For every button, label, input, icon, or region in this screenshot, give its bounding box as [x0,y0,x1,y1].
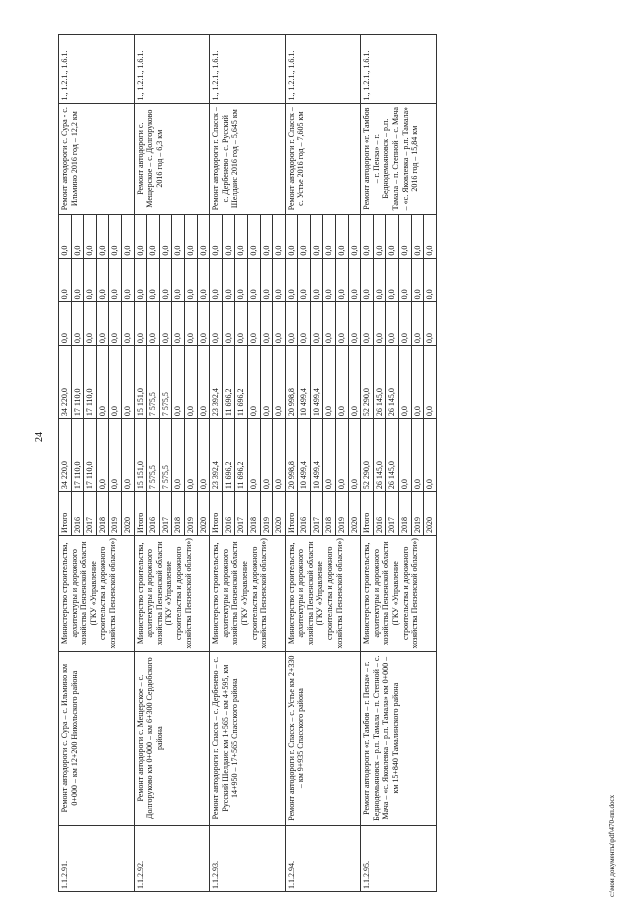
fund-cell: 0,0 [399,302,412,346]
year-cell: 2020 [424,492,437,536]
fund-cell: 0,0 [210,214,223,258]
budget-cell: 0,0 [399,346,412,419]
total-cell: 15 151,0 [134,419,147,492]
fund-cell: 0,0 [172,302,185,346]
fund-cell: 0,0 [386,214,399,258]
budget-cell: 0,0 [336,346,349,419]
fund-cell: 0,0 [336,302,349,346]
budget-cell: 11 696,2 [222,346,235,419]
fund-cell: 0,0 [260,214,273,258]
fund-cell: 0,0 [348,302,361,346]
year-cell: 2018 [247,492,260,536]
fund-cell: 0,0 [59,258,72,302]
year-cell: 2016 [147,492,160,536]
fund-cell: 0,0 [399,258,412,302]
table-row [285,35,298,892]
year-cell: 2020 [348,492,361,536]
fund-cell: 0,0 [210,302,223,346]
year-cell: 2016 [71,492,84,536]
indicator-codes: 1., 1.2.1., 1.6.1. [59,35,135,104]
fund-cell: 0,0 [323,258,336,302]
page-number: 24 [34,432,45,442]
total-cell: 11 696,2 [222,419,235,492]
executor: Министерство строительства, архитектуры и дорожного хозяйства Пензенской области (ГКУ «Управление строительства и дорожного хозяйства Пензенской области») [210,535,286,651]
year-cell: 2020 [273,492,286,536]
fund-cell: 0,0 [336,258,349,302]
fund-cell: 0,0 [361,302,374,346]
footer-path: c:\мои документы\pdf\470-пп.docx [608,794,616,897]
measure-number: 1.1.2.92. [134,825,210,891]
total-cell: 0,0 [336,419,349,492]
budget-cell: 0,0 [273,346,286,419]
indicator-codes: 1., 1.2.1., 1.6.1. [134,35,210,104]
total-cell: 0,0 [273,419,286,492]
budget-cell: 0,0 [96,346,109,419]
fund-cell: 0,0 [84,214,97,258]
total-cell: 11 696,2 [235,419,248,492]
fund-cell: 0,0 [424,258,437,302]
fund-cell: 0,0 [159,258,172,302]
fund-cell: 0,0 [109,258,122,302]
fund-cell: 0,0 [235,302,248,346]
total-cell: 7 575,5 [147,419,160,492]
fund-cell: 0,0 [184,258,197,302]
fund-cell: 0,0 [310,302,323,346]
fund-cell: 0,0 [310,214,323,258]
fund-cell: 0,0 [285,214,298,258]
fund-cell: 0,0 [323,302,336,346]
fund-cell: 0,0 [399,214,412,258]
budget-cell: 10 499,4 [310,346,323,419]
fund-cell: 0,0 [121,302,134,346]
fund-cell: 0,0 [247,302,260,346]
measure-number: 1.1.2.93. [210,825,286,891]
budget-cell: 11 696,2 [235,346,248,419]
year-cell: 2016 [222,492,235,536]
budget-cell: 0,0 [260,346,273,419]
expected-result: Ремонт автодороги г. Спасск – с. Устье 2016 год – 7,605 км [285,103,361,214]
fund-cell: 0,0 [109,214,122,258]
fund-cell: 0,0 [273,214,286,258]
year-cell: 2016 [298,492,311,536]
year-cell: 2018 [172,492,185,536]
measure-name: Ремонт автодороги г. Спасск – с. Устье км 2+330 – км 9+935 Спасского района [285,651,361,825]
table-body [59,35,437,892]
fund-cell: 0,0 [336,214,349,258]
budget-cell: 52 290,0 [361,346,374,419]
budget-cell: 0,0 [348,346,361,419]
fund-cell: 0,0 [84,302,97,346]
fund-cell: 0,0 [96,258,109,302]
expected-result: Ремонт автодороги г. Спасск – с. Дербенево – с. Русский Шелдаис 2016 год – 5,645 км [210,103,286,214]
fund-cell: 0,0 [71,258,84,302]
table-row [210,35,223,892]
budget-cell: 0,0 [424,346,437,419]
budget-cell: 34 220,0 [59,346,72,419]
total-cell: 10 499,4 [298,419,311,492]
fund-cell: 0,0 [298,302,311,346]
measure-number: 1.1.2.95. [361,825,437,891]
fund-cell: 0,0 [222,258,235,302]
fund-cell: 0,0 [197,214,210,258]
total-cell: 26 145,0 [373,419,386,492]
fund-cell: 0,0 [197,302,210,346]
fund-cell: 0,0 [235,258,248,302]
total-cell: 0,0 [121,419,134,492]
year-cell: Итого [285,492,298,536]
budget-cell: 26 145,0 [386,346,399,419]
fund-cell: 0,0 [184,214,197,258]
budget-cell: 0,0 [109,346,122,419]
year-cell: Итого [134,492,147,536]
measure-name: Ремонт автодороги г. Спасск – с. Дербенево – с. Русский Шелдаис км 1+565 – км 4+595, км 14+950 – 17+565 Спасского района [210,651,286,825]
fund-cell: 0,0 [59,302,72,346]
year-cell: 2017 [310,492,323,536]
year-cell: Итого [59,492,72,536]
year-cell: 2017 [386,492,399,536]
fund-cell: 0,0 [121,258,134,302]
budget-cell: 7 575,5 [159,346,172,419]
fund-cell: 0,0 [172,214,185,258]
fund-cell: 0,0 [121,214,134,258]
fund-cell: 0,0 [386,258,399,302]
expected-result: Ремонт автодороги «г. Тамбов – г. Пенза» – г. Беднодемьяновск – р.п. Тамала – п. Степной – с. Мача – «с. Яковлевка – р.п. Тамала» 2016 год – 15,84 км [361,103,437,214]
fund-cell: 0,0 [222,214,235,258]
year-cell: 2016 [373,492,386,536]
fund-cell: 0,0 [373,258,386,302]
fund-cell: 0,0 [424,214,437,258]
fund-cell: 0,0 [247,258,260,302]
fund-cell: 0,0 [373,214,386,258]
budget-cell: 7 575,5 [147,346,160,419]
measure-number: 1.1.2.91. [59,825,135,891]
budget-cell: 0,0 [411,346,424,419]
fund-cell: 0,0 [411,302,424,346]
year-cell: 2019 [411,492,424,536]
fund-cell: 0,0 [285,258,298,302]
budget-cell: 10 499,4 [298,346,311,419]
budget-cell: 0,0 [247,346,260,419]
year-cell: 2018 [96,492,109,536]
year-cell: 2019 [260,492,273,536]
fund-cell: 0,0 [222,302,235,346]
fund-cell: 0,0 [184,302,197,346]
year-cell: Итого [361,492,374,536]
total-cell: 0,0 [411,419,424,492]
year-cell: 2019 [184,492,197,536]
fund-cell: 0,0 [298,214,311,258]
fund-cell: 0,0 [84,258,97,302]
total-cell: 17 110,0 [84,419,97,492]
fund-cell: 0,0 [96,302,109,346]
fund-cell: 0,0 [348,214,361,258]
year-cell: 2017 [235,492,248,536]
fund-cell: 0,0 [361,258,374,302]
budget-cell: 17 110,0 [71,346,84,419]
total-cell: 0,0 [399,419,412,492]
total-cell: 0,0 [96,419,109,492]
budget-cell: 23 392,4 [210,346,223,419]
year-cell: 2019 [109,492,122,536]
fund-cell: 0,0 [134,214,147,258]
year-cell: Итого [210,492,223,536]
fund-cell: 0,0 [172,258,185,302]
executor: Министерство строительства, архитектуры и дорожного хозяйства Пензенской области (ГКУ «Управление строительства и дорожного хозяйства Пензенской области») [134,535,210,651]
measure-name: Ремонт автодороги «г. Тамбов – г. Пенза» – г. Беднодемьяновск – р.п. Тамала – п. Степной – с. Мача – «с. Яковлевка – р.п. Тамала» км 0+000 – км 15+840 Тамалинского района [361,651,437,825]
table-row [361,35,374,892]
budget-cell: 0,0 [197,346,210,419]
total-cell: 7 575,5 [159,419,172,492]
budget-cell: 0,0 [121,346,134,419]
total-cell: 34 220,0 [59,419,72,492]
fund-cell: 0,0 [147,302,160,346]
year-cell: 2018 [323,492,336,536]
measure-number: 1.1.2.94. [285,825,361,891]
fund-cell: 0,0 [285,302,298,346]
table-row [134,35,147,892]
budget-cell: 26 145,0 [373,346,386,419]
fund-cell: 0,0 [348,258,361,302]
total-cell: 17 110,0 [71,419,84,492]
total-cell: 10 499,4 [310,419,323,492]
measure-name: Ремонт автодороги с. Мещерское – с. Долгоруково км 0+000 – км 6+300 Сердобского района [134,651,210,825]
fund-cell: 0,0 [273,258,286,302]
year-cell: 2020 [121,492,134,536]
expected-result: Ремонт автодороги с. Сура - с. Ильмино 2016 год – 12,2 км [59,103,135,214]
total-cell: 0,0 [109,419,122,492]
fund-cell: 0,0 [273,302,286,346]
total-cell: 23 392,4 [210,419,223,492]
total-cell: 52 290,0 [361,419,374,492]
executor: Министерство строительства, архитектуры и дорожного хозяйства Пензенской области (ГКУ «Управление строительства и дорожного хозяйства Пензенской области») [59,535,135,651]
fund-cell: 0,0 [373,302,386,346]
total-cell: 0,0 [197,419,210,492]
budget-cell: 20 998,8 [285,346,298,419]
fund-cell: 0,0 [260,302,273,346]
executor: Министерство строительства, архитектуры и дорожного хозяйства Пензенской области (ГКУ «Управление строительства и дорожного хозяйства Пензенской области») [285,535,361,651]
total-cell: 0,0 [172,419,185,492]
year-cell: 2019 [336,492,349,536]
fund-cell: 0,0 [147,258,160,302]
fund-cell: 0,0 [298,258,311,302]
fund-cell: 0,0 [210,258,223,302]
measure-name: Ремонт автодороги с. Сура – с. Ильмино км 0+000 – км 12+200 Никольского района [59,651,135,825]
expected-result: Ремонт автодороги с. Мещерское – с. Долгоруково 2016 год – 6,3 км [134,103,210,214]
executor: Министерство строительства, архитектуры и дорожного хозяйства Пензенской области (ГКУ «Управление строительства и дорожного хозяйства Пензенской области») [361,535,437,651]
fund-cell: 0,0 [134,302,147,346]
total-cell: 20 998,8 [285,419,298,492]
fund-cell: 0,0 [386,302,399,346]
fund-cell: 0,0 [71,214,84,258]
total-cell: 0,0 [348,419,361,492]
indicator-codes: 1., 1.2.1., 1.6.1. [210,35,286,104]
year-cell: 2020 [197,492,210,536]
year-cell: 2018 [399,492,412,536]
fund-cell: 0,0 [109,302,122,346]
fund-cell: 0,0 [235,214,248,258]
total-cell: 0,0 [247,419,260,492]
indicator-codes: 1., 1.2.1., 1.6.1. [361,35,437,104]
total-cell: 0,0 [184,419,197,492]
fund-cell: 0,0 [147,214,160,258]
fund-cell: 0,0 [159,302,172,346]
budget-cell: 17 110,0 [84,346,97,419]
fund-cell: 0,0 [424,302,437,346]
table-row [59,35,72,892]
measures-table [58,34,437,892]
budget-cell: 0,0 [323,346,336,419]
total-cell: 26 145,0 [386,419,399,492]
rotated-table-container [58,34,586,892]
fund-cell: 0,0 [59,214,72,258]
fund-cell: 0,0 [96,214,109,258]
fund-cell: 0,0 [197,258,210,302]
fund-cell: 0,0 [310,258,323,302]
fund-cell: 0,0 [134,258,147,302]
year-cell: 2017 [159,492,172,536]
indicator-codes: 1., 1.2.1., 1.6.1. [285,35,361,104]
budget-cell: 15 151,0 [134,346,147,419]
total-cell: 0,0 [323,419,336,492]
total-cell: 0,0 [424,419,437,492]
fund-cell: 0,0 [323,214,336,258]
fund-cell: 0,0 [361,214,374,258]
fund-cell: 0,0 [247,214,260,258]
fund-cell: 0,0 [260,258,273,302]
budget-cell: 0,0 [184,346,197,419]
total-cell: 0,0 [260,419,273,492]
budget-cell: 0,0 [172,346,185,419]
fund-cell: 0,0 [159,214,172,258]
fund-cell: 0,0 [411,214,424,258]
year-cell: 2017 [84,492,97,536]
fund-cell: 0,0 [411,258,424,302]
fund-cell: 0,0 [71,302,84,346]
